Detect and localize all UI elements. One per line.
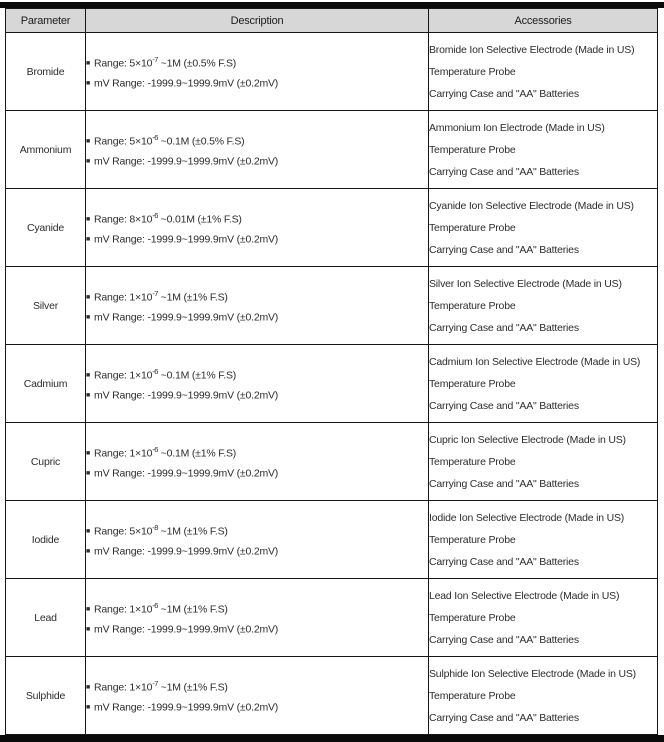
accessory-case-batteries: Carrying Case and "AA" Batteries [429,711,579,724]
description-cell [86,345,429,423]
range-rest: ~0.1M (±0.5% F.S) [157,135,245,148]
column-header-parameter: Parameter [6,9,86,33]
square-bullet-icon: ■ [86,606,91,613]
range-base: Range: 5×10 [94,57,153,70]
square-bullet-icon: ■ [86,528,91,535]
square-bullet-icon: ■ [86,684,91,691]
mv-range-text: mV Range: -1999.9~1999.9mV (±0.2mV) [94,77,279,89]
square-bullet-icon: ■ [86,138,91,145]
accessory-electrode: Sulphide Ion Selective Electrode (Made in US) [429,667,636,680]
parameter-cell: Cyanide [6,189,86,267]
description-cell [86,189,429,267]
description-cell [86,579,429,657]
accessories-cell [429,423,658,501]
description-cell [86,111,429,189]
range-base: Range: 5×10 [94,525,153,538]
accessory-electrode: Lead Ion Selective Electrode (Made in US) [429,589,620,602]
accessory-case-batteries: Carrying Case and "AA" Batteries [429,555,579,568]
accessory-electrode: Bromide Ion Selective Electrode (Made in US) [429,43,635,56]
accessories-cell [429,501,658,579]
description-cell [86,423,429,501]
square-bullet-icon: ■ [86,625,91,633]
range-base: Range: 1×10 [94,447,153,460]
table-row [6,579,658,657]
mv-range-line [86,698,428,718]
mv-range-line [86,152,428,172]
description-cell [86,501,429,579]
parameter-cell: Silver [6,267,86,345]
accessory-electrode: Ammonium Ion Electrode (Made in US) [429,121,605,134]
accessories-cell [429,579,658,657]
range-exponent: -8 [152,523,158,532]
accessory-case-batteries: Carrying Case and "AA" Batteries [429,477,579,490]
square-bullet-icon: ■ [86,372,91,379]
accessories-cell [429,267,658,345]
parameter-cell: Lead [6,579,86,657]
accessory-case-batteries: Carrying Case and "AA" Batteries [429,633,579,646]
column-header-accessories: Accessories [429,9,658,33]
accessory-probe: Temperature Probe [429,143,516,156]
range-line [86,518,428,542]
range-rest: ~1M (±1% F.S) [157,291,228,304]
range-line [86,362,428,386]
description-cell [86,657,429,735]
mv-range-line [86,386,428,406]
header-row [6,9,658,33]
range-rest: ~1M (±1% F.S) [157,681,228,694]
table-row [6,423,658,501]
accessory-probe: Temperature Probe [429,689,516,702]
mv-range-text: mV Range: -1999.9~1999.9mV (±0.2mV) [94,623,279,635]
table-row [6,345,658,423]
table-row [6,189,658,267]
square-bullet-icon: ■ [86,547,91,555]
range-base: Range: 5×10 [94,135,153,148]
mv-range-text: mV Range: -1999.9~1999.9mV (±0.2mV) [94,467,279,479]
mv-range-text: mV Range: -1999.9~1999.9mV (±0.2mV) [94,155,279,167]
square-bullet-icon: ■ [86,60,91,67]
range-line [86,596,428,620]
mv-range-line [86,620,428,640]
range-line [86,440,428,464]
accessory-electrode: Cupric Ion Selective Electrode (Made in US) [429,433,626,446]
square-bullet-icon: ■ [86,216,91,223]
square-bullet-icon: ■ [86,391,91,399]
accessory-case-batteries: Carrying Case and "AA" Batteries [429,321,579,334]
square-bullet-icon: ■ [86,450,91,457]
parameter-cell: Cadmium [6,345,86,423]
range-rest: ~1M (±1% F.S) [157,525,228,538]
square-bullet-icon: ■ [86,294,91,301]
accessory-case-batteries: Carrying Case and "AA" Batteries [429,399,579,412]
parameter-cell: Sulphide [6,657,86,735]
mv-range-text: mV Range: -1999.9~1999.9mV (±0.2mV) [94,701,279,713]
table-row [6,501,658,579]
table-row [6,111,658,189]
range-rest: ~0.01M (±1% F.S) [157,213,242,226]
accessory-electrode: Iodide Ion Selective Electrode (Made in US) [429,511,625,524]
accessory-probe: Temperature Probe [429,377,516,390]
mv-range-line [86,74,428,94]
parameter-cell: Bromide [6,33,86,111]
range-exponent: -7 [152,289,158,298]
accessory-probe: Temperature Probe [429,221,516,234]
range-rest: ~0.1M (±1% F.S) [157,369,237,382]
square-bullet-icon: ■ [86,469,91,477]
mv-range-text: mV Range: -1999.9~1999.9mV (±0.2mV) [94,545,279,557]
accessory-probe: Temperature Probe [429,533,516,546]
range-line [86,50,428,74]
parameter-cell: Iodide [6,501,86,579]
accessory-electrode: Silver Ion Selective Electrode (Made in US) [429,277,622,290]
accessory-case-batteries: Carrying Case and "AA" Batteries [429,165,579,178]
range-exponent: -6 [152,211,158,220]
range-exponent: -6 [152,367,158,376]
accessory-probe: Temperature Probe [429,455,516,468]
table-row [6,33,658,111]
accessory-electrode: Cyanide Ion Selective Electrode (Made in US) [429,199,634,212]
accessory-electrode: Cadmium Ion Selective Electrode (Made in US) [429,355,641,368]
range-rest: ~1M (±0.5% F.S) [157,57,237,70]
range-exponent: -6 [152,445,158,454]
mv-range-text: mV Range: -1999.9~1999.9mV (±0.2mV) [94,389,279,401]
range-exponent: -6 [152,601,158,610]
accessory-probe: Temperature Probe [429,299,516,312]
ion-electrode-spec-table [5,8,658,735]
parameter-cell: Cupric [6,423,86,501]
square-bullet-icon: ■ [86,157,91,165]
mv-range-line [86,308,428,328]
accessories-cell [429,189,658,267]
square-bullet-icon: ■ [86,235,91,243]
column-header-description: Description [86,9,429,33]
mv-range-line [86,230,428,250]
range-line [86,284,428,308]
mv-range-line [86,542,428,562]
mv-range-text: mV Range: -1999.9~1999.9mV (±0.2mV) [94,311,279,323]
range-exponent: -7 [152,55,158,64]
square-bullet-icon: ■ [86,703,91,711]
range-line [86,206,428,230]
accessory-probe: Temperature Probe [429,65,516,78]
range-line [86,674,428,698]
range-rest: ~0.1M (±1% F.S) [157,447,237,460]
square-bullet-icon: ■ [86,313,91,321]
mv-range-text: mV Range: -1999.9~1999.9mV (±0.2mV) [94,233,279,245]
range-rest: ~1M (±1% F.S) [157,603,228,616]
accessory-case-batteries: Carrying Case and "AA" Batteries [429,87,579,100]
mv-range-line [86,464,428,484]
range-base: Range: 1×10 [94,291,153,304]
accessory-case-batteries: Carrying Case and "AA" Batteries [429,243,579,256]
parameter-cell: Ammonium [6,111,86,189]
range-base: Range: 1×10 [94,681,153,694]
description-cell [86,33,429,111]
accessories-cell [429,33,658,111]
square-bullet-icon: ■ [86,79,91,87]
range-exponent: -6 [152,133,158,142]
accessory-probe: Temperature Probe [429,611,516,624]
accessories-cell [429,657,658,735]
range-base: Range: 1×10 [94,603,153,616]
accessories-cell [429,111,658,189]
table-row [6,657,658,735]
accessories-cell [429,345,658,423]
description-cell [86,267,429,345]
range-exponent: -7 [152,679,158,688]
range-line [86,128,428,152]
range-base: Range: 8×10 [94,213,153,226]
table-row [6,267,658,345]
range-base: Range: 1×10 [94,369,153,382]
